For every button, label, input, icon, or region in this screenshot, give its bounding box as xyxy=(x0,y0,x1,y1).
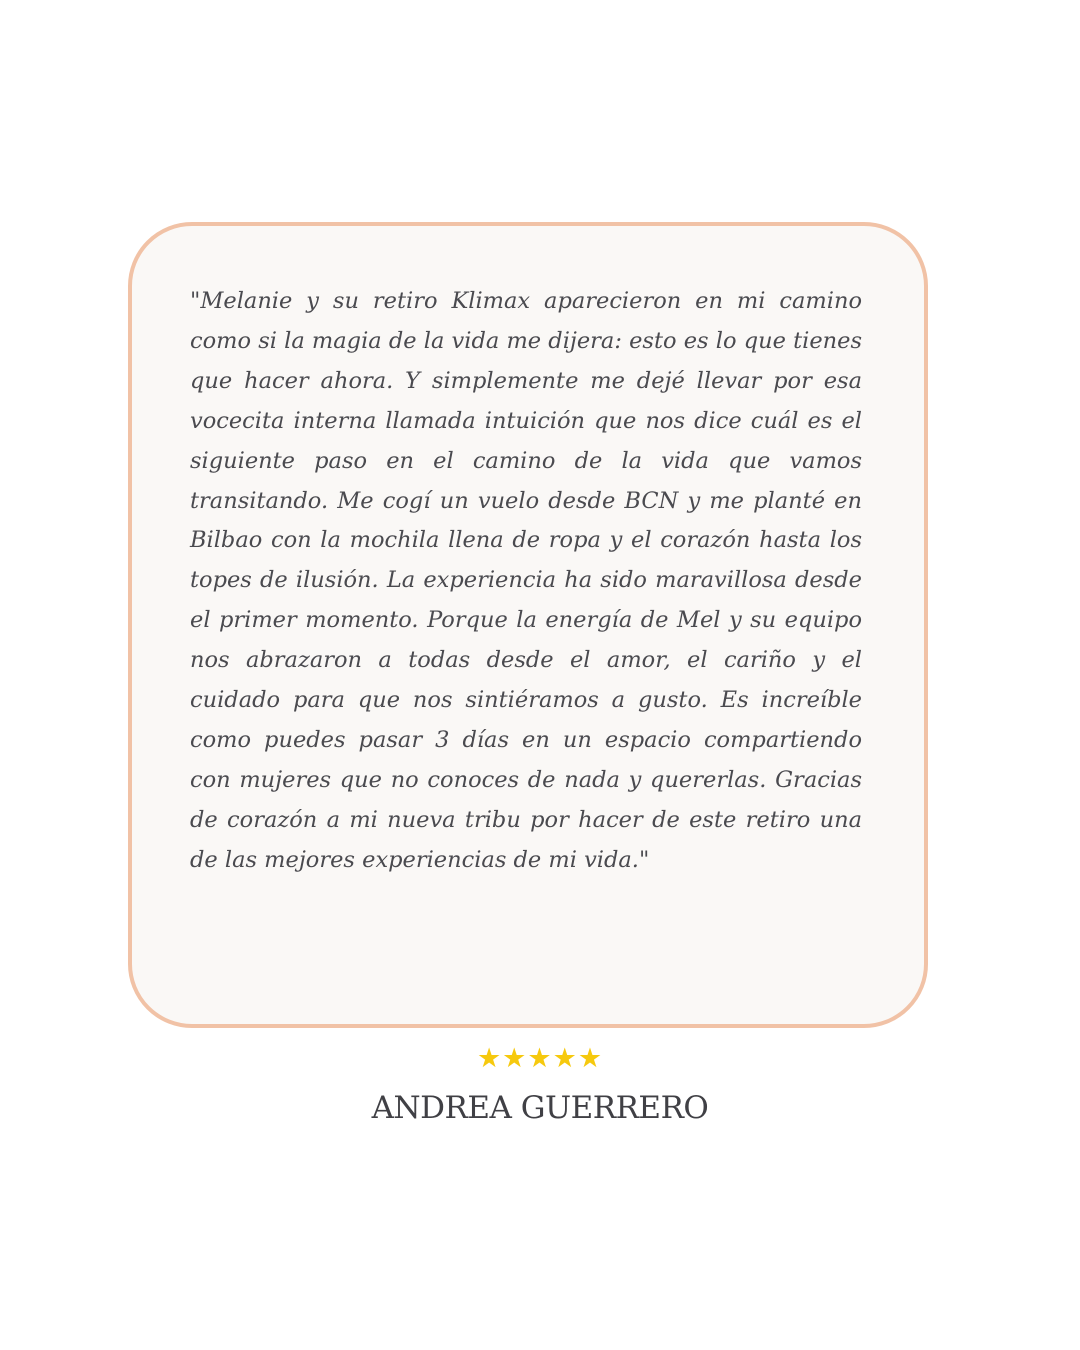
star-icon: ★ xyxy=(527,1043,553,1074)
testimonial-quote: "Melanie y su retiro Klimax aparecieron en mi camino como si la magia de la vida me dijera: esto es lo que tienes que hacer ahora. Y simplemente me dejé llevar por esa vocecita interna llamada intuición que nos dice cuál es el siguiente paso en el camino de la vida que vamos transitando. Me cogí un vuelo desde BCN y me planté en Bilbao con la mochila llena de ropa y el corazón hasta los topes de ilusión. La experiencia ha sido maravillosa desde el primer momento. Porque la energía de Mel y su equipo nos abrazaron a todas desde el amor, el cariño y el cuidado para que nos sintiéramos a gusto. Es increíble como puedes pasar 3 días en un espacio compartiendo con mujeres que no conoces de nada y quererlas. Gracias de corazón a mi nueva tribu por hacer de este retiro una de las mejores experiencias de mi vida." xyxy=(190,288,862,873)
author-name: ANDREA GUERRERO xyxy=(371,1090,709,1126)
star-rating xyxy=(0,1042,1080,1076)
testimonial-card xyxy=(128,222,928,1028)
star-icon: ★ xyxy=(502,1043,528,1074)
star-icon: ★ xyxy=(577,1043,604,1074)
star-icon: ★ xyxy=(476,1043,503,1074)
star-icon: ★ xyxy=(552,1043,578,1074)
